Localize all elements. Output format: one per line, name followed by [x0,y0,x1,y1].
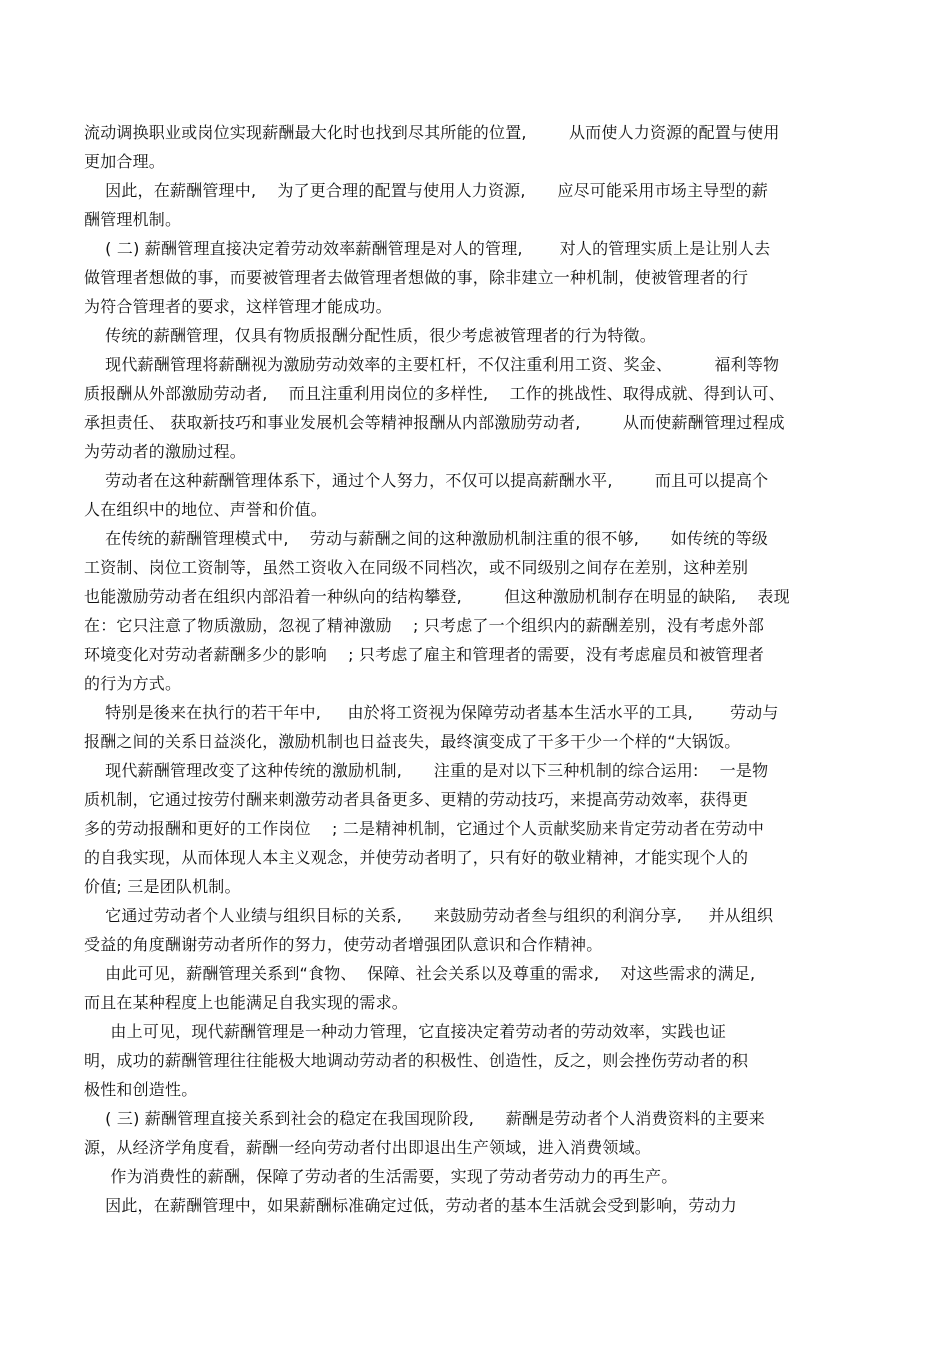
text-line: 源，从经济学角度看，薪酬一经向劳动者付出即退出生产领域，进入消费领域。 [84,1138,652,1157]
text-line: ( 二) 薪酬管理直接决定着劳动效率薪酬管理是对人的管理, 对人的管理实质上是让别人去 [84,239,771,258]
text-line: 极性和创造性。 [84,1080,198,1099]
text-line: 特别是後来在执行的若干年中, 由於将工资视为保障劳动者基本生活水平的工具, 劳动与 [84,703,779,722]
text-line: 流动调换职业或岗位实现薪酬最大化时也找到尽其所能的位置, 从而使人力资源的配置与使用 [84,123,780,142]
text-line: 也能激励劳动者在组织内部沿着一种纵向的结构攀登, 但这种激励机制存在明显的缺陷, 表现 [84,587,790,606]
text-line: 因此，在薪酬管理中，如果薪酬标准确定过低，劳动者的基本生活就会受到影响，劳动力 [84,1196,737,1215]
text-line: 做管理者想做的事，而要被管理者去做管理者想做的事，除非建立一种机制，使被管理者的行 [84,268,749,287]
text-line: 报酬之间的关系日益淡化，激励机制也日益丧失，最终演变成了干多干少一个样的“大锅饭。 [84,732,741,751]
text-line: 现代薪酬管理改变了这种传统的激励机制, 注重的是对以下三种机制的综合运用: 一是物 [84,761,769,780]
text-line: 酬管理机制。 [84,210,182,229]
text-line: 人在组织中的地位、声誉和价值。 [84,500,328,519]
text-line: 的自我实现，从而体现人本主义观念，并使劳动者明了，只有好的敬业精神，才能实现个人的 [84,848,749,867]
text-line: 为符合管理者的要求，这样管理才能成功。 [84,297,392,316]
text-line: 多的劳动报酬和更好的工作岗位 ; 二是精神机制，它通过个人贡献奖励来肯定劳动者在劳动中 [84,819,765,838]
text-line: 承担责任、 获取新技巧和事业发展机会等精神报酬从内部激励劳动者, 从而使薪酬管理过程成 [84,413,785,432]
text-line: 现代薪酬管理将薪酬视为激励劳动效率的主要杠杆，不仅注重利用工资、奖金、 福利等物 [84,355,780,374]
text-line: 劳动者在这种薪酬管理体系下，通过个人努力，不仅可以提高薪酬水平, 而且可以提高个 [84,471,769,490]
text-line: 更加合理。 [84,152,166,171]
text-line: 环境变化对劳动者薪酬多少的影响 ; 只考虑了雇主和管理者的需要，没有考虑雇员和被管理者 [84,645,765,664]
text-line: ( 三) 薪酬管理直接关系到社会的稳定在我国现阶段, 薪酬是劳动者个人消费资料的主要来 [84,1109,766,1128]
text-line: 质报酬从外部激励劳动者, 而且注重利用岗位的多样性, 工作的挑战性、取得成就、得到认可、 [84,384,785,403]
text-line: 明，成功的薪酬管理往往能极大地调动劳动者的积极性、创造性，反之，则会挫伤劳动者的积 [84,1051,749,1070]
text-line: 质机制，它通过按劳付酬来刺激劳动者具备更多、更精的劳动技巧，来提高劳动效率，获得更 [84,790,749,809]
text-line: 它通过劳动者个人业绩与组织目标的关系, 来鼓励劳动者叁与组织的利润分享, 并从组织 [84,906,774,925]
text-line: 传统的薪酬管理，仅具有物质报酬分配性质，很少考虑被管理者的行为特徵。 [84,326,656,345]
text-line: 作为消费性的薪酬，保障了劳动者的生活需要，实现了劳动者劳动力的再生产。 [84,1167,678,1186]
text-line: 在传统的薪酬管理模式中, 劳动与薪酬之间的这种激励机制注重的很不够, 如传统的等级 [84,529,768,548]
text-line: 由此可见，薪酬管理关系到“食物、 保障、社会关系以及尊重的需求, 对这些需求的满足, [84,964,756,983]
text-line: 价值; 三是团队机制。 [84,877,241,896]
text-line: 的行为方式。 [84,674,182,693]
text-line: 因此，在薪酬管理中, 为了更合理的配置与使用人力资源, 应尽可能采用市场主导型的薪 [84,181,768,200]
text-line: 工资制、岗位工资制等，虽然工资收入在同级不同档次，或不同级别之间存在差别，这种差别 [84,558,749,577]
text-line: 而且在某种程度上也能满足自我实现的需求。 [84,993,409,1012]
text-line: 受益的角度酬谢劳动者所作的努力，使劳动者增强团队意识和合作精神。 [84,935,603,954]
text-line: 在：它只注意了物质激励，忽视了精神激励 ; 只考虑了一个组织内的薪酬差别，没有考虑外部 [84,616,765,635]
text-line: 为劳动者的激励过程。 [84,442,247,461]
text-line: 由上可见，现代薪酬管理是一种动力管理，它直接决定着劳动者的劳动效率，实践也证 [84,1022,727,1041]
